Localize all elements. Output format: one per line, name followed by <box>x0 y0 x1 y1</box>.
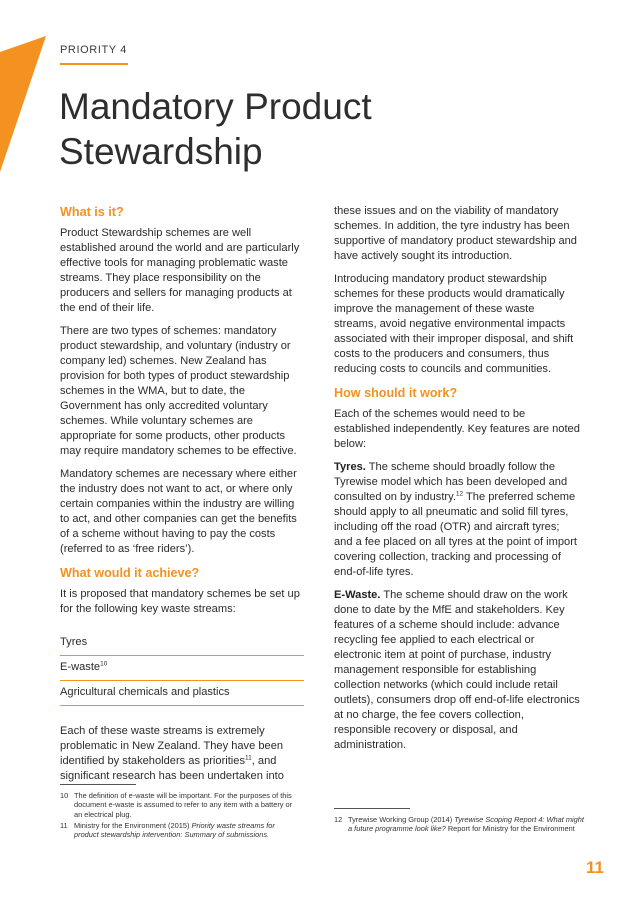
how-should-it-work-heading: How should it work? <box>334 386 458 400</box>
footnote-divider <box>334 808 410 809</box>
footnote-10: 10 The definition of e-waste will be important. For the purposes of this document e-waste is assumed to refer to any item with a battery or an electrical plug. <box>60 791 293 819</box>
page-title <box>59 84 479 174</box>
footnote-divider <box>60 784 136 785</box>
list-item: E-waste$^{10}$ <box>60 656 304 681</box>
title-line-1: Mandatory Product <box>59 86 372 127</box>
paragraph: Mandatory schemes are necessary where either the industry does not want to act, or where only certain companies within the industry are willing to act, and other companies can get the benefits of a scheme without having to pay the costs (referred to as ‘free riders’). <box>60 468 297 555</box>
waste-streams-list <box>60 631 304 706</box>
page-number: 11 <box>586 858 604 877</box>
corner-accent-shape <box>0 0 46 172</box>
paragraph: Each of these waste streams is extremely problematic in New Zealand. They have been identified by stakeholders as priorities$^{11}$, and significant research has been undertaken into <box>60 725 284 782</box>
paragraph: Each of the schemes would need to be established independently. Key features are noted below: <box>334 408 580 450</box>
title-line-2: Stewardship <box>59 131 263 172</box>
paragraph: Introducing mandatory product stewardship schemes for these products would dramatically improve the management of these waste streams, avoid negative environmental impacts associated with their improper disposal, and shift costs to the producers and consumers, thus reducing costs to councils and communities. <box>334 273 574 375</box>
paragraph: It is proposed that mandatory schemes be set up for the following key waste streams: <box>60 588 300 615</box>
paragraph: There are two types of schemes: mandatory product stewardship, and voluntary (industry or company led) schemes. New Zealand has provision for both types of product stewardship schemes in the WMA, but to date, the Government has only accredited voluntary schemes. While voluntary schemes are appropriate for some products, other products may require mandatory schemes to be effective. <box>60 325 297 457</box>
footnote-12: 12 Tyrewise Working Group (2014) Tyrewise Scoping Report 4: What might a future programme look like? Report for Ministry for the Environment <box>334 815 584 834</box>
tyres-lead: Tyres. <box>334 461 366 473</box>
paragraph: Tyres. The scheme should broadly follow the Tyrewise model which has been developed and consulted on by industry.$^{12}$ The preferred scheme should apply to all pneumatic and solid fill tyres, including off the road (OTR) and aircraft tyres; and a fee placed on all tyres at the point of import covering collection, tracking and processing of end-of-life tyres. <box>334 461 577 578</box>
what-would-it-achieve-heading: What would it achieve? <box>60 566 200 580</box>
priority-label: PRIORITY 4 <box>60 44 127 56</box>
footnote-ref: 11 <box>245 754 252 762</box>
footnote-11: 11 Ministry for the Environment (2015) Priority waste streams for product stewardship intervention: Summary of submissions. <box>60 821 275 840</box>
left-column <box>60 204 304 792</box>
priority-underline <box>60 63 128 65</box>
right-column <box>334 204 580 761</box>
list-item: Tyres <box>60 631 304 656</box>
footnote-ref: 12 <box>455 490 464 498</box>
paragraph: E-Waste. The scheme should draw on the work done to date by the MfE and stakeholders. Key features of a scheme should include: advance recycling fee applied to each electrical or electronic item at point of purchase, industry management responsible for establishing collection networks (which could include retail outlets), consumers drop off end-of-life electronics at no charge, the fee covers collection, responsible recovery or disposal, and administration. <box>334 589 580 751</box>
list-item: Agricultural chemicals and plastics <box>60 681 304 706</box>
what-is-it-heading: What is it? <box>60 205 124 219</box>
paragraph: Product Stewardship schemes are well established around the world and are particularly effective tools for managing problematic waste streams. They place responsibility on the producers and sellers for managing products at the end of their life. <box>60 227 300 314</box>
paragraph: these issues and on the viability of mandatory schemes. In addition, the tyre industry has been supportive of mandatory product stewardship and have actively sought its introduction. <box>334 205 577 262</box>
footnote-ref: 10 <box>100 660 108 668</box>
ewaste-lead: E-Waste. <box>334 589 381 601</box>
